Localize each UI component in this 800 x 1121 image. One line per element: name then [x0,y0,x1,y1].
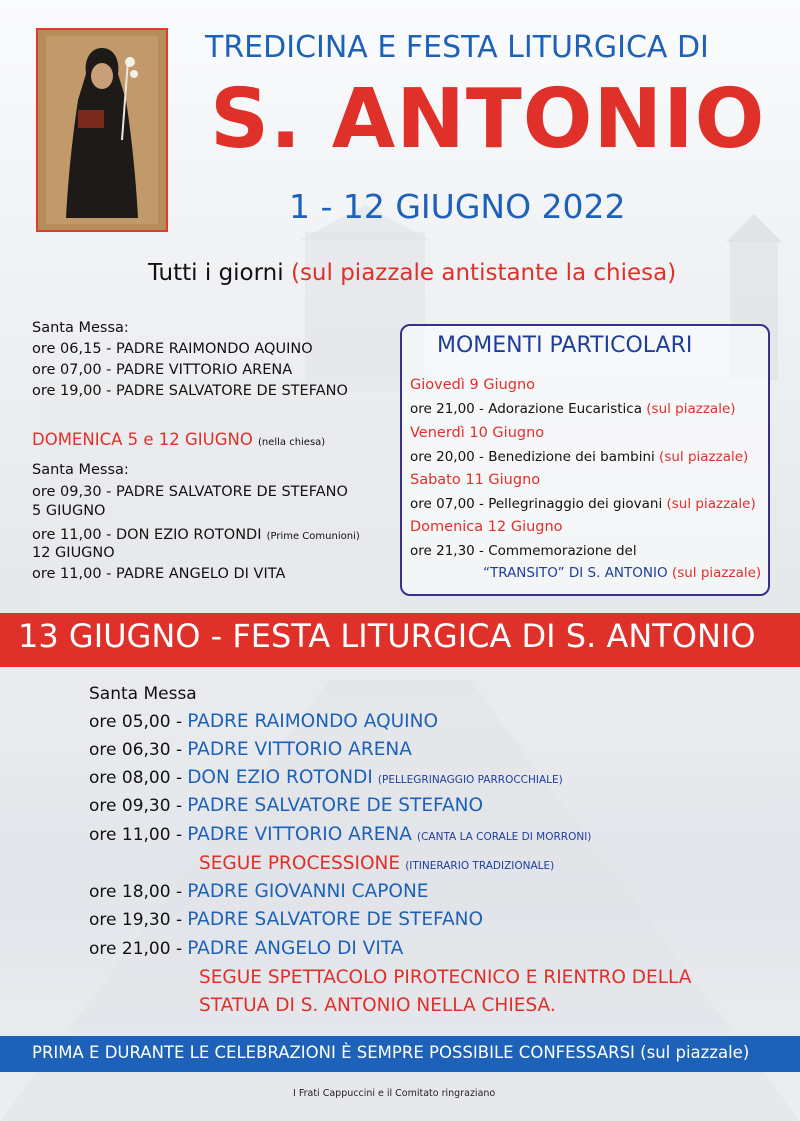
confession-notice [32,1043,749,1062]
daily-mass-item: ore 19,00 - PADRE SALVATORE DE STEFANO [32,383,348,399]
special-event-text: ore 20,00 - Benedizione dei bambini [410,449,655,465]
sunday-heading [32,430,325,449]
special-event-text: ore 07,00 - Pellegrinaggio dei giovani [410,496,663,512]
feast-mass-row [89,767,563,788]
feast-mass-celebrant: PADRE SALVATORE DE STEFANO [187,795,484,816]
special-event-continued: “TRANSITO” DI S. ANTONIO [483,565,668,581]
special-event-place: (sul piazzale) [666,496,756,512]
feast-mass-time: ore 19,30 - [89,910,183,930]
feast-mass-row [89,881,428,902]
special-event-place: (sul piazzale) [659,449,749,465]
feast-mass-time: ore 06,30 - [89,740,183,760]
daily-mass-item: ore 07,00 - PADRE VITTORIO ARENA [32,362,293,378]
feast-mass-celebrant: PADRE GIOVANNI CAPONE [187,881,429,902]
daily-place: (sul piazzale antistante la chiesa) [290,260,677,286]
feast-mass-time: ore 08,00 - [89,768,183,788]
special-day: Domenica 12 Giugno [410,519,563,535]
footer-thanks: I Frati Cappuccini e il Comitato ringraziano [293,1088,496,1099]
saint-name: S. ANTONIO [210,72,766,167]
confession-notice-place: (sul piazzale) [640,1043,750,1062]
special-event-place: (sul piazzale) [646,401,736,417]
sunday-mass-note: (Prime Comunioni) [266,531,360,542]
feast-mass-celebrant: PADRE ANGELO DI VITA [187,938,404,959]
feast-mass-row [89,938,403,959]
feast-mass-row [89,739,412,760]
special-event-text: ore 21,30 - Commemorazione del [410,543,637,559]
feast-mass-time: ore 09,30 - [89,796,183,816]
feast-mass-time: ore 11,00 - [89,825,183,845]
feast-mass-time: ore 21,00 - [89,939,183,959]
event-dates: 1 - 12 GIUGNO 2022 [289,187,626,226]
special-event [483,565,761,581]
special-event-text: ore 21,00 - Adorazione Eucaristica [410,401,642,417]
feast-mass-note: (CANTA LA CORALE DI MORRONI) [416,831,592,843]
procession-line [199,853,554,874]
feast-mass-row [89,824,591,845]
feast-mass-row [89,795,483,816]
sunday-heading-note: (nella chiesa) [257,437,326,448]
procession-text: SEGUE PROCESSIONE [199,853,401,874]
feast-mass-time: ore 05,00 - [89,712,183,732]
special-day: Giovedì 9 Giugno [410,377,536,393]
special-day: Venerdì 10 Giugno [410,425,545,441]
saint-portrait-image [36,28,168,232]
sunday-mass-label: Santa Messa: [32,462,129,478]
special-event [410,401,736,417]
sunday-mass-item: ore 11,00 - PADRE ANGELO DI VITA [32,566,286,582]
feast-banner-text: 13 GIUGNO - FESTA LITURGICA DI S. ANTONIO [18,617,756,655]
daily-prefix: Tutti i giorni [148,260,284,286]
feast-mass-note: (PELLEGRINAGGIO PARROCCHIALE) [377,774,563,786]
feast-mass-row [89,909,483,930]
special-event [410,496,756,512]
feast-mass-celebrant: PADRE RAIMONDO AQUINO [187,711,439,732]
feast-mass-row [89,711,438,732]
sunday-mass-text: ore 11,00 - DON EZIO ROTONDI [32,527,262,543]
daily-heading [148,260,676,286]
closing-line: SEGUE SPETTACOLO PIROTECNICO E RIENTRO DELLA [199,967,692,988]
sunday-mass-item [32,524,360,543]
special-moments-title: MOMENTI PARTICOLARI [437,333,693,358]
feast-mass-celebrant: PADRE VITTORIO ARENA [187,739,412,760]
poster-title: TREDICINA E FESTA LITURGICA DI [205,30,709,65]
special-event [410,449,748,465]
daily-mass-label: Santa Messa: [32,320,129,336]
feast-mass-label: Santa Messa [89,684,197,704]
sunday-day-label: 12 GIUGNO [32,545,115,561]
special-day: Sabato 11 Giugno [410,472,541,488]
closing-line: STATUA DI S. ANTONIO NELLA CHIESA. [199,995,556,1016]
confession-notice-text: PRIMA E DURANTE LE CELEBRAZIONI È SEMPRE POSSIBILE CONFESSARSI [32,1043,635,1062]
feast-mass-time: ore 18,00 - [89,882,183,902]
feast-mass-celebrant: PADRE VITTORIO ARENA [187,824,412,845]
sunday-mass-item: ore 09,30 - PADRE SALVATORE DE STEFANO [32,484,348,500]
feast-mass-celebrant: DON EZIO ROTONDI [187,767,373,788]
feast-mass-celebrant: PADRE SALVATORE DE STEFANO [187,909,484,930]
sunday-heading-text: DOMENICA 5 e 12 GIUGNO [32,430,253,449]
sunday-day-label: 5 GIUGNO [32,503,106,519]
procession-note: (ITINERARIO TRADIZIONALE) [405,860,555,872]
special-event-place: (sul piazzale) [671,565,762,581]
daily-mass-item: ore 06,15 - PADRE RAIMONDO AQUINO [32,341,313,357]
